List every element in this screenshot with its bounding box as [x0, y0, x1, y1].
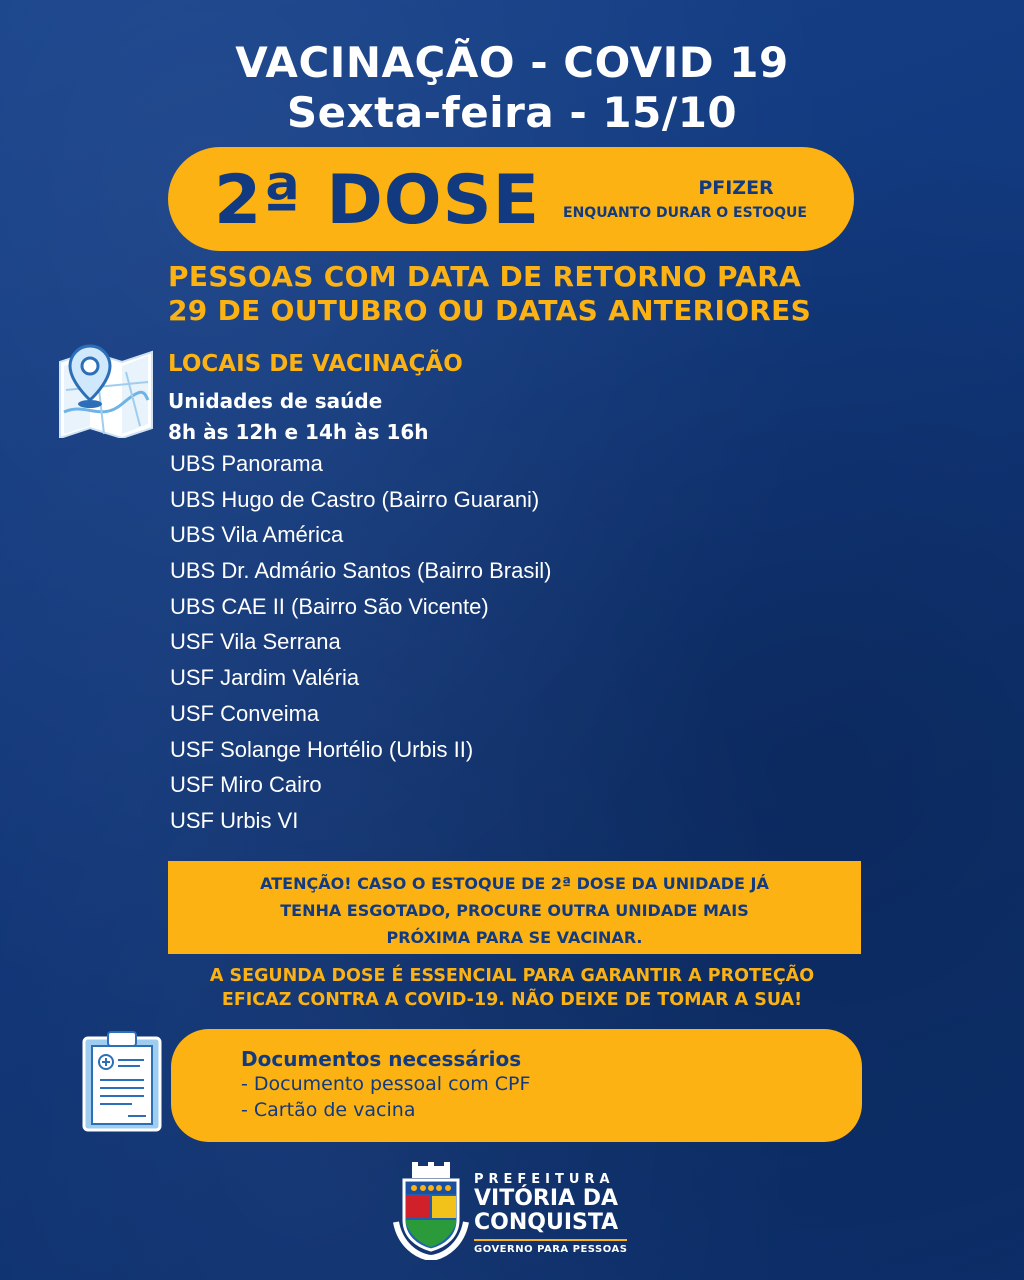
- documents-panel: [171, 1029, 862, 1142]
- attention-line1: [168, 870, 861, 897]
- page-title: VACINAÇÃO - COVID 19: [235, 38, 789, 87]
- list-item: USF Jardim Valéria: [170, 665, 360, 691]
- list-item: UBS Hugo de Castro (Bairro Guarani): [170, 486, 540, 512]
- essential-message-line1: A SEGUNDA DOSE É ESSENCIAL PARA GARANTIR A PROTEÇÃO: [209, 966, 815, 986]
- page-subtitle-date: Sexta-feira - 15/10: [286, 88, 738, 137]
- list-item: USF Urbis VI: [170, 807, 299, 833]
- dose-label: 2ª DOSE: [214, 161, 541, 240]
- opening-hours: 8h às 12h e 14h às 16h: [168, 420, 429, 444]
- attention-lead: ATENÇÃO!: [260, 874, 352, 893]
- logo-city-line2: CONQUISTA: [474, 1210, 619, 1235]
- essential-message-line2: EFICAZ CONTRA A COVID-19. NÃO DEIXE DE TOMAR A SUA!: [221, 990, 803, 1010]
- stock-note: ENQUANTO DURAR O ESTOQUE: [563, 205, 807, 221]
- locations-title: LOCAIS DE VACINAÇÃO: [168, 351, 463, 377]
- target-group-line2: 29 DE OUTUBRO OU DATAS ANTERIORES: [168, 294, 812, 327]
- target-group-line1: PESSOAS COM DATA DE RETORNO PARA: [168, 260, 802, 293]
- document-item: - Cartão de vacina: [241, 1099, 416, 1121]
- list-item: UBS CAE II (Bairro São Vicente): [170, 593, 489, 619]
- attention-notice: [168, 861, 861, 954]
- locations-list: [170, 450, 551, 843]
- document-item: - Documento pessoal com CPF: [241, 1073, 531, 1095]
- list-item: USF Conveima: [170, 700, 320, 726]
- list-item: UBS Panorama: [170, 451, 323, 476]
- city-logo: [474, 1172, 627, 1255]
- attention-line3: PRÓXIMA PARA SE VACINAR.: [386, 928, 643, 947]
- list-item: USF Miro Cairo: [170, 772, 322, 798]
- clipboard-icon: [80, 1028, 164, 1134]
- list-item: USF Vila Serrana: [170, 629, 341, 655]
- vaccine-name: PFIZER: [698, 177, 774, 199]
- logo-city-line1: VITÓRIA DA: [474, 1186, 619, 1211]
- units-title: Unidades de saúde: [168, 389, 383, 413]
- attention-text1: CASO O ESTOQUE DE 2ª DOSE DA UNIDADE JÁ: [351, 874, 769, 893]
- map-pin-icon: [56, 342, 156, 438]
- list-item: UBS Vila América: [170, 522, 344, 548]
- list-item: USF Solange Hortélio (Urbis II): [170, 736, 474, 762]
- city-crest-icon: [390, 1162, 472, 1260]
- list-item: UBS Dr. Admário Santos (Bairro Brasil): [170, 558, 552, 584]
- logo-prefeitura: PREFEITURA: [474, 1172, 615, 1187]
- attention-line2: TENHA ESGOTADO, PROCURE OUTRA UNIDADE MAIS: [280, 901, 749, 920]
- logo-slogan: GOVERNO PARA PESSOAS: [474, 1239, 627, 1255]
- documents-title: Documentos necessários: [241, 1047, 522, 1071]
- dose-banner: [168, 147, 854, 251]
